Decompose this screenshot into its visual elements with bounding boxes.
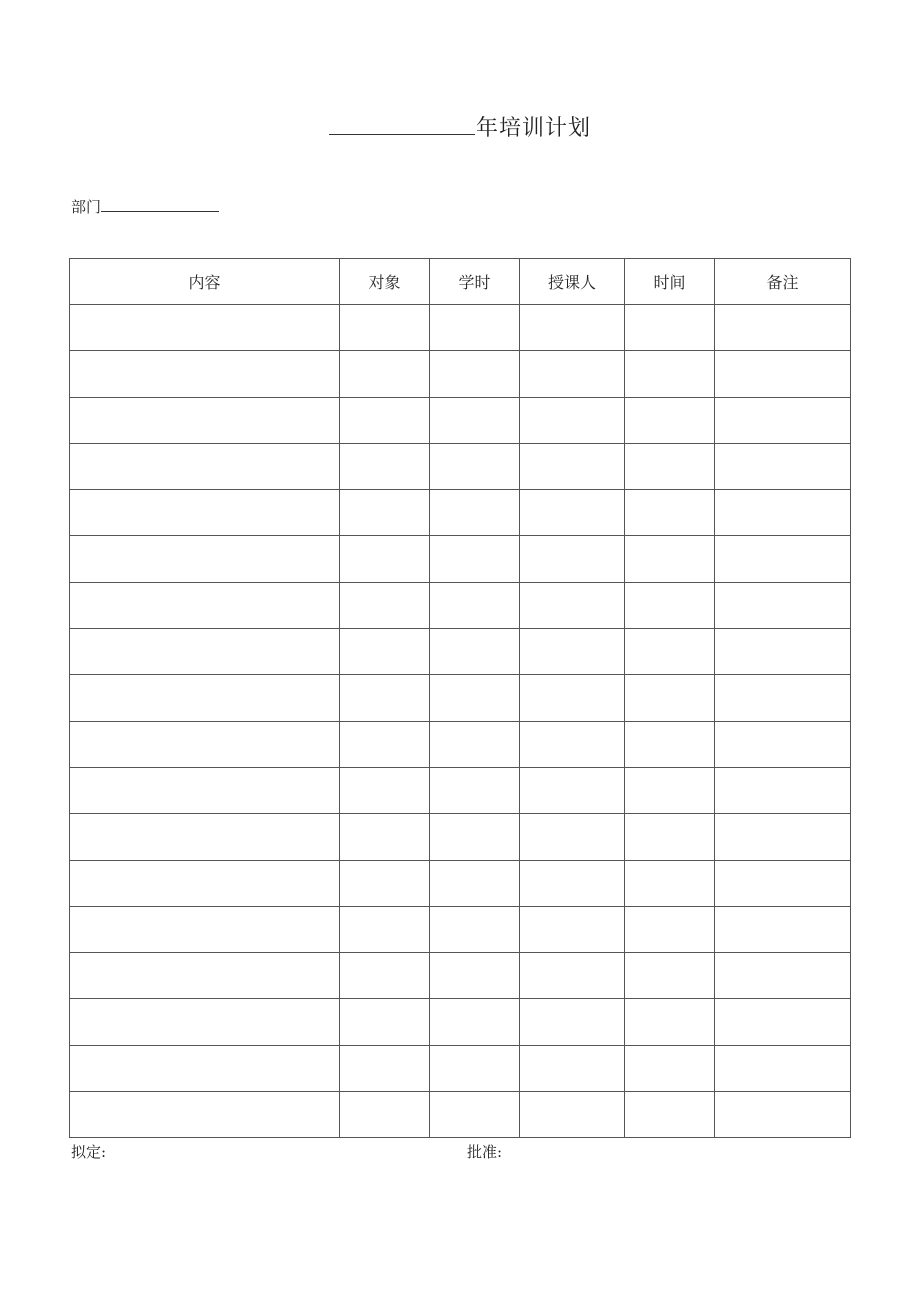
table-row bbox=[70, 490, 851, 536]
cell-hours[interactable] bbox=[430, 536, 520, 582]
cell-content[interactable] bbox=[70, 953, 340, 999]
cell-content[interactable] bbox=[70, 351, 340, 397]
cell-hours[interactable] bbox=[430, 953, 520, 999]
cell-lecturer[interactable] bbox=[520, 767, 625, 813]
cell-content[interactable] bbox=[70, 305, 340, 351]
cell-target[interactable] bbox=[340, 536, 430, 582]
cell-hours[interactable] bbox=[430, 397, 520, 443]
cell-target[interactable] bbox=[340, 721, 430, 767]
table-body bbox=[70, 305, 851, 1138]
cell-remarks[interactable] bbox=[715, 1045, 851, 1091]
cell-lecturer[interactable] bbox=[520, 490, 625, 536]
table-row bbox=[70, 351, 851, 397]
cell-lecturer[interactable] bbox=[520, 906, 625, 952]
cell-lecturer[interactable] bbox=[520, 305, 625, 351]
header-content: 内容 bbox=[70, 259, 340, 305]
cell-hours[interactable] bbox=[430, 490, 520, 536]
table-row bbox=[70, 721, 851, 767]
cell-content[interactable] bbox=[70, 999, 340, 1045]
cell-lecturer[interactable] bbox=[520, 953, 625, 999]
cell-lecturer[interactable] bbox=[520, 443, 625, 489]
cell-lecturer[interactable] bbox=[520, 536, 625, 582]
cell-content[interactable] bbox=[70, 490, 340, 536]
cell-target[interactable] bbox=[340, 1045, 430, 1091]
table-row bbox=[70, 906, 851, 952]
cell-hours[interactable] bbox=[430, 860, 520, 906]
table-row bbox=[70, 814, 851, 860]
cell-content[interactable] bbox=[70, 906, 340, 952]
cell-hours[interactable] bbox=[430, 721, 520, 767]
cell-content[interactable] bbox=[70, 582, 340, 628]
table-row bbox=[70, 1045, 851, 1091]
cell-time[interactable] bbox=[625, 582, 715, 628]
cell-content[interactable] bbox=[70, 860, 340, 906]
cell-remarks[interactable] bbox=[715, 305, 851, 351]
cell-hours[interactable] bbox=[430, 675, 520, 721]
cell-remarks[interactable] bbox=[715, 490, 851, 536]
cell-target[interactable] bbox=[340, 860, 430, 906]
cell-target[interactable] bbox=[340, 999, 430, 1045]
cell-remarks[interactable] bbox=[715, 906, 851, 952]
cell-remarks[interactable] bbox=[715, 629, 851, 675]
cell-hours[interactable] bbox=[430, 767, 520, 813]
document-title bbox=[0, 108, 920, 146]
cell-lecturer[interactable] bbox=[520, 999, 625, 1045]
cell-remarks[interactable] bbox=[715, 767, 851, 813]
cell-time[interactable] bbox=[625, 1045, 715, 1091]
table-row bbox=[70, 953, 851, 999]
cell-hours[interactable] bbox=[430, 906, 520, 952]
department-field bbox=[71, 195, 219, 218]
cell-target[interactable] bbox=[340, 629, 430, 675]
cell-target[interactable] bbox=[340, 675, 430, 721]
cell-hours[interactable] bbox=[430, 443, 520, 489]
cell-remarks[interactable] bbox=[715, 675, 851, 721]
department-label: 部门 bbox=[71, 198, 102, 216]
table-row bbox=[70, 999, 851, 1045]
cell-content[interactable] bbox=[70, 767, 340, 813]
table-row bbox=[70, 767, 851, 813]
cell-remarks[interactable] bbox=[715, 536, 851, 582]
cell-target[interactable] bbox=[340, 490, 430, 536]
cell-remarks[interactable] bbox=[715, 582, 851, 628]
header-lecturer: 授课人 bbox=[520, 259, 625, 305]
cell-hours[interactable] bbox=[430, 999, 520, 1045]
header-time: 时间 bbox=[625, 259, 715, 305]
cell-target[interactable] bbox=[340, 1092, 430, 1138]
cell-hours[interactable] bbox=[430, 629, 520, 675]
cell-lecturer[interactable] bbox=[520, 721, 625, 767]
cell-target[interactable] bbox=[340, 305, 430, 351]
cell-hours[interactable] bbox=[430, 814, 520, 860]
drafted-by-label: 拟定: bbox=[71, 1143, 107, 1161]
cell-remarks[interactable] bbox=[715, 397, 851, 443]
table-row bbox=[70, 582, 851, 628]
table-row bbox=[70, 305, 851, 351]
cell-content[interactable] bbox=[70, 443, 340, 489]
cell-content[interactable] bbox=[70, 721, 340, 767]
table-row bbox=[70, 1092, 851, 1138]
cell-content[interactable] bbox=[70, 1045, 340, 1091]
header-row bbox=[70, 259, 851, 305]
table-row bbox=[70, 443, 851, 489]
cell-time[interactable] bbox=[625, 1092, 715, 1138]
cell-time[interactable] bbox=[625, 629, 715, 675]
cell-time[interactable] bbox=[625, 536, 715, 582]
cell-content[interactable] bbox=[70, 1092, 340, 1138]
cell-lecturer[interactable] bbox=[520, 397, 625, 443]
cell-time[interactable] bbox=[625, 721, 715, 767]
cell-target[interactable] bbox=[340, 906, 430, 952]
cell-time[interactable] bbox=[625, 814, 715, 860]
cell-remarks[interactable] bbox=[715, 814, 851, 860]
cell-content[interactable] bbox=[70, 629, 340, 675]
cell-lecturer[interactable] bbox=[520, 1045, 625, 1091]
cell-hours[interactable] bbox=[430, 1045, 520, 1091]
header-target: 对象 bbox=[340, 259, 430, 305]
cell-lecturer[interactable] bbox=[520, 675, 625, 721]
cell-remarks[interactable] bbox=[715, 999, 851, 1045]
table-row bbox=[70, 397, 851, 443]
cell-hours[interactable] bbox=[430, 351, 520, 397]
cell-remarks[interactable] bbox=[715, 860, 851, 906]
cell-content[interactable] bbox=[70, 675, 340, 721]
cell-time[interactable] bbox=[625, 999, 715, 1045]
cell-remarks[interactable] bbox=[715, 953, 851, 999]
cell-hours[interactable] bbox=[430, 582, 520, 628]
cell-hours[interactable] bbox=[430, 305, 520, 351]
cell-content[interactable] bbox=[70, 536, 340, 582]
cell-lecturer[interactable] bbox=[520, 582, 625, 628]
training-plan-table bbox=[69, 258, 851, 1138]
cell-lecturer[interactable] bbox=[520, 351, 625, 397]
cell-target[interactable] bbox=[340, 397, 430, 443]
cell-target[interactable] bbox=[340, 582, 430, 628]
cell-remarks[interactable] bbox=[715, 721, 851, 767]
table-row bbox=[70, 860, 851, 906]
cell-time[interactable] bbox=[625, 351, 715, 397]
department-blank-line bbox=[101, 195, 219, 212]
cell-remarks[interactable] bbox=[715, 443, 851, 489]
cell-lecturer[interactable] bbox=[520, 860, 625, 906]
table-row bbox=[70, 536, 851, 582]
cell-time[interactable] bbox=[625, 675, 715, 721]
approved-by-label: 批准: bbox=[467, 1143, 503, 1161]
cell-content[interactable] bbox=[70, 397, 340, 443]
cell-time[interactable] bbox=[625, 860, 715, 906]
cell-lecturer[interactable] bbox=[520, 814, 625, 860]
cell-time[interactable] bbox=[625, 397, 715, 443]
cell-hours[interactable] bbox=[430, 1092, 520, 1138]
table-row bbox=[70, 629, 851, 675]
cell-target[interactable] bbox=[340, 351, 430, 397]
cell-time[interactable] bbox=[625, 767, 715, 813]
cell-target[interactable] bbox=[340, 814, 430, 860]
cell-target[interactable] bbox=[340, 767, 430, 813]
cell-time[interactable] bbox=[625, 953, 715, 999]
cell-lecturer[interactable] bbox=[520, 1092, 625, 1138]
cell-remarks[interactable] bbox=[715, 351, 851, 397]
cell-time[interactable] bbox=[625, 490, 715, 536]
cell-target[interactable] bbox=[340, 443, 430, 489]
header-hours: 学时 bbox=[430, 259, 520, 305]
table-row bbox=[70, 675, 851, 721]
header-remarks: 备注 bbox=[715, 259, 851, 305]
cell-time[interactable] bbox=[625, 443, 715, 489]
year-blank-line bbox=[329, 108, 475, 135]
cell-time[interactable] bbox=[625, 305, 715, 351]
cell-target[interactable] bbox=[340, 953, 430, 999]
title-text: 年培训计划 bbox=[475, 116, 591, 141]
cell-remarks[interactable] bbox=[715, 1092, 851, 1138]
cell-time[interactable] bbox=[625, 906, 715, 952]
cell-content[interactable] bbox=[70, 814, 340, 860]
cell-lecturer[interactable] bbox=[520, 629, 625, 675]
